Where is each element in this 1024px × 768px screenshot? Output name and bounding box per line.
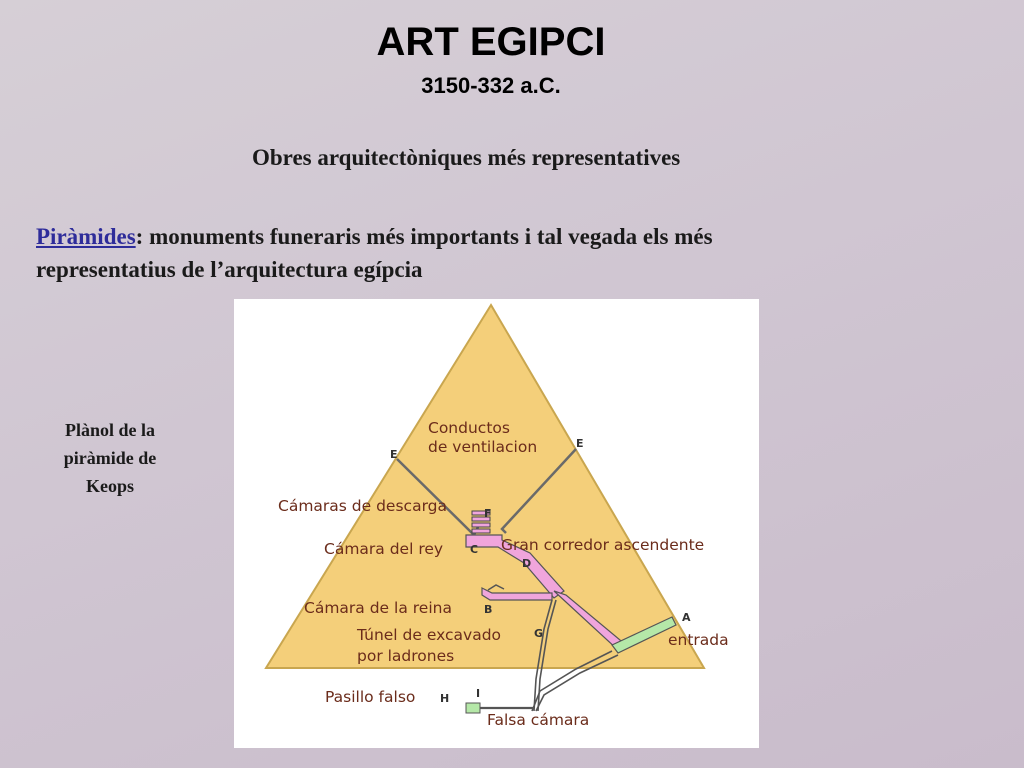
label-pasillo-falso: Pasillo falso [325, 688, 416, 706]
label-conductos-2: de ventilacion [428, 438, 538, 456]
marker-e-right: E [576, 437, 584, 450]
label-conductos-1: Conductos [428, 419, 510, 437]
label-tunel-1: Túnel de excavado [357, 626, 502, 644]
caption-line-2: piràmide de [63, 448, 157, 468]
marker-h: H [440, 692, 450, 705]
figure-caption [40, 416, 180, 500]
false-chamber [466, 703, 480, 713]
label-falsa-camara: Falsa cámara [487, 711, 590, 729]
caption-line-3: Keops [85, 476, 134, 496]
marker-e-left: E [390, 448, 398, 461]
pyramids-term: Piràmides [36, 224, 136, 249]
marker-b: B [484, 603, 493, 616]
label-camara-reina: Cámara de la reina [304, 599, 452, 617]
description-line-2: representatius de l’arquitectura egípcia [36, 257, 423, 282]
marker-f: F [484, 507, 492, 520]
caption-line-1: Plànol de la [64, 420, 155, 440]
label-entrada: entrada [668, 631, 729, 649]
pyramid-plan-figure [234, 299, 759, 748]
marker-d: D [522, 557, 532, 570]
label-tunel-2: por ladrones [357, 647, 455, 665]
slide-subtitle: 3150-332 a.C. [421, 73, 561, 98]
description-line-1: : monuments funeraris més importants i tal vegada els més [135, 224, 713, 249]
section-heading: Obres arquitectòniques més representatives [252, 145, 681, 170]
marker-c: C [470, 543, 479, 556]
label-camara-rey: Cámara del rey [324, 540, 444, 558]
marker-a: A [682, 611, 691, 624]
pyramids-description [36, 220, 936, 286]
pyramid-plan-svg [234, 299, 759, 748]
marker-g: G [534, 627, 544, 640]
slide-title: ART EGIPCI [376, 20, 606, 64]
label-camaras-descarga: Cámaras de descarga [278, 497, 448, 515]
label-gran-corredor: Gran corredor ascendente [501, 536, 705, 554]
marker-i: I [476, 687, 481, 700]
